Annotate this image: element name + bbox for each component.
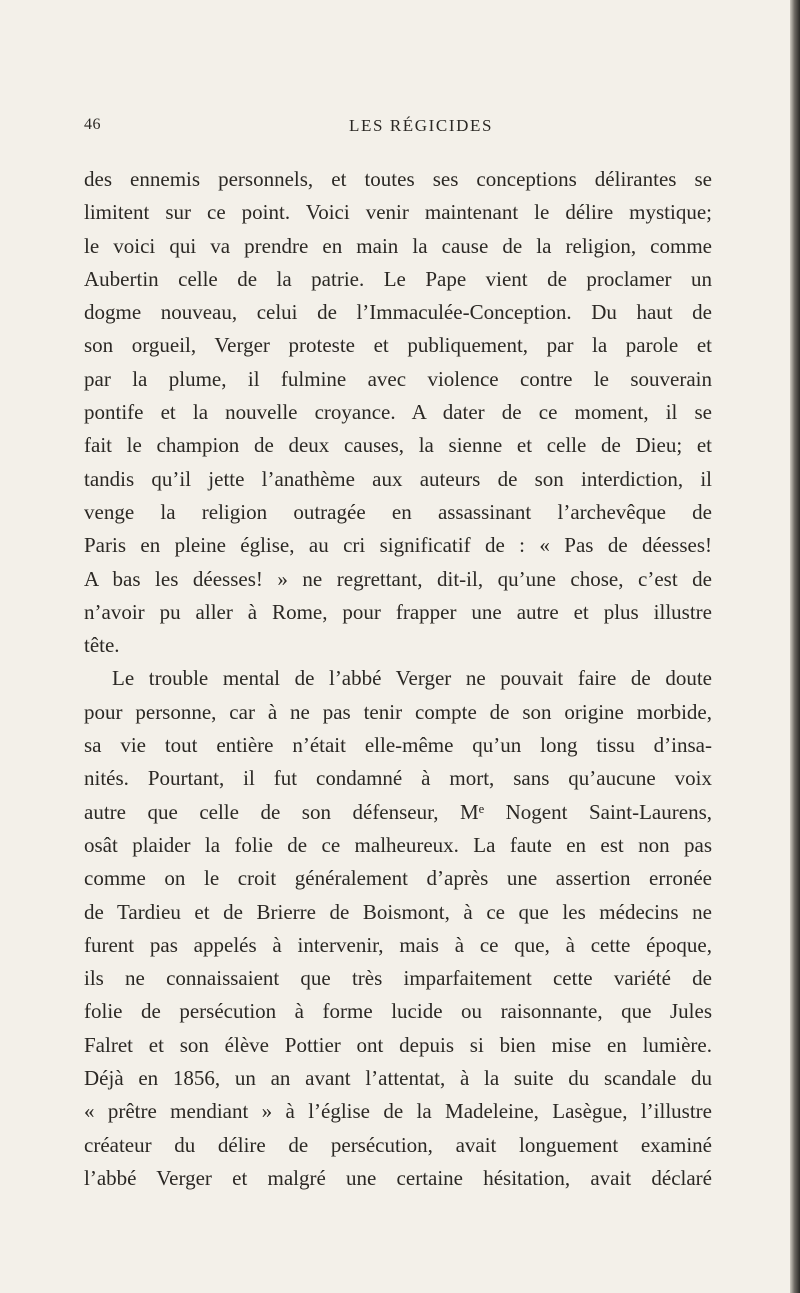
- text-line: de Tardieu et de Brierre de Boismont, à ce que les médecins ne: [84, 899, 712, 924]
- page-edge-shadow: [790, 0, 800, 1293]
- text-line: Paris en pleine église, au cri significatif de : « Pas de déesses!: [84, 533, 712, 558]
- page-number: 46: [84, 116, 101, 133]
- text-line: comme on le croit généralement d’après une assertion erronée: [84, 866, 712, 891]
- text-line: n’avoir pu aller à Rome, pour frapper une autre et plus illustre: [84, 599, 712, 624]
- text-line: venge la religion outragée en assassinant l’archevêque de: [84, 499, 712, 524]
- text-line: Déjà en 1856, un an avant l’attentat, à la suite du scandale du: [84, 1066, 712, 1091]
- running-title: LES RÉGICIDES: [349, 116, 494, 135]
- text-line: A bas les déesses! » ne regrettant, dit-il, qu’une chose, c’est de: [84, 566, 712, 591]
- text-line: Falret et son élève Pottier ont depuis si bien mise en lumière.: [84, 1032, 712, 1057]
- text-line: ils ne connaissaient que très imparfaitement cette variété de: [84, 966, 712, 991]
- page-header: [0, 116, 790, 146]
- text-line: tandis qu’il jette l’anathème aux auteurs de son interdiction, il: [84, 466, 712, 491]
- text-line: folie de persécution à forme lucide ou raisonnante, que Jules: [84, 999, 712, 1024]
- text-line: créateur du délire de persécution, avait longuement examiné: [84, 1132, 712, 1157]
- body-text: [84, 163, 712, 1195]
- text-line: « prêtre mendiant » à l’église de la Madeleine, Lasègue, l’illustre: [84, 1099, 712, 1124]
- text-line: sa vie tout entière n’était elle-même qu’un long tissu d’insa-: [84, 733, 712, 758]
- text-line: fait le champion de deux causes, la sienne et celle de Dieu; et: [84, 433, 712, 458]
- text-line: autre que celle de son défenseur, Mᵉ Nogent Saint-Laurens,: [84, 799, 712, 824]
- text-line: pontife et la nouvelle croyance. A dater de ce moment, il se: [84, 400, 712, 425]
- text-line: pour personne, car à ne pas tenir compte de son origine morbide,: [84, 699, 712, 724]
- text-line: furent pas appelés à intervenir, mais à ce que, à cette époque,: [84, 932, 712, 957]
- text-line: Aubertin celle de la patrie. Le Pape vient de proclamer un: [84, 266, 712, 291]
- text-line: par la plume, il fulmine avec violence contre le souverain: [84, 366, 712, 391]
- text-line: l’abbé Verger et malgré une certaine hésitation, avait déclaré: [84, 1165, 712, 1190]
- text-line: osât plaider la folie de ce malheureux. La faute en est non pas: [84, 832, 712, 857]
- text-line: tête.: [84, 633, 120, 658]
- text-line: le voici qui va prendre en main la cause de la religion, comme: [84, 233, 712, 258]
- text-line: limitent sur ce point. Voici venir maintenant le délire mystique;: [84, 200, 712, 225]
- text-line: des ennemis personnels, et toutes ses conceptions délirantes se: [84, 167, 712, 191]
- text-line: nités. Pourtant, il fut condamné à mort, sans qu’aucune voix: [84, 766, 712, 791]
- text-line: Le trouble mental de l’abbé Verger ne pouvait faire de doute: [112, 666, 712, 691]
- text-line: dogme nouveau, celui de l’Immaculée-Conception. Du haut de: [84, 300, 712, 325]
- text-line: son orgueil, Verger proteste et publiquement, par la parole et: [84, 333, 712, 358]
